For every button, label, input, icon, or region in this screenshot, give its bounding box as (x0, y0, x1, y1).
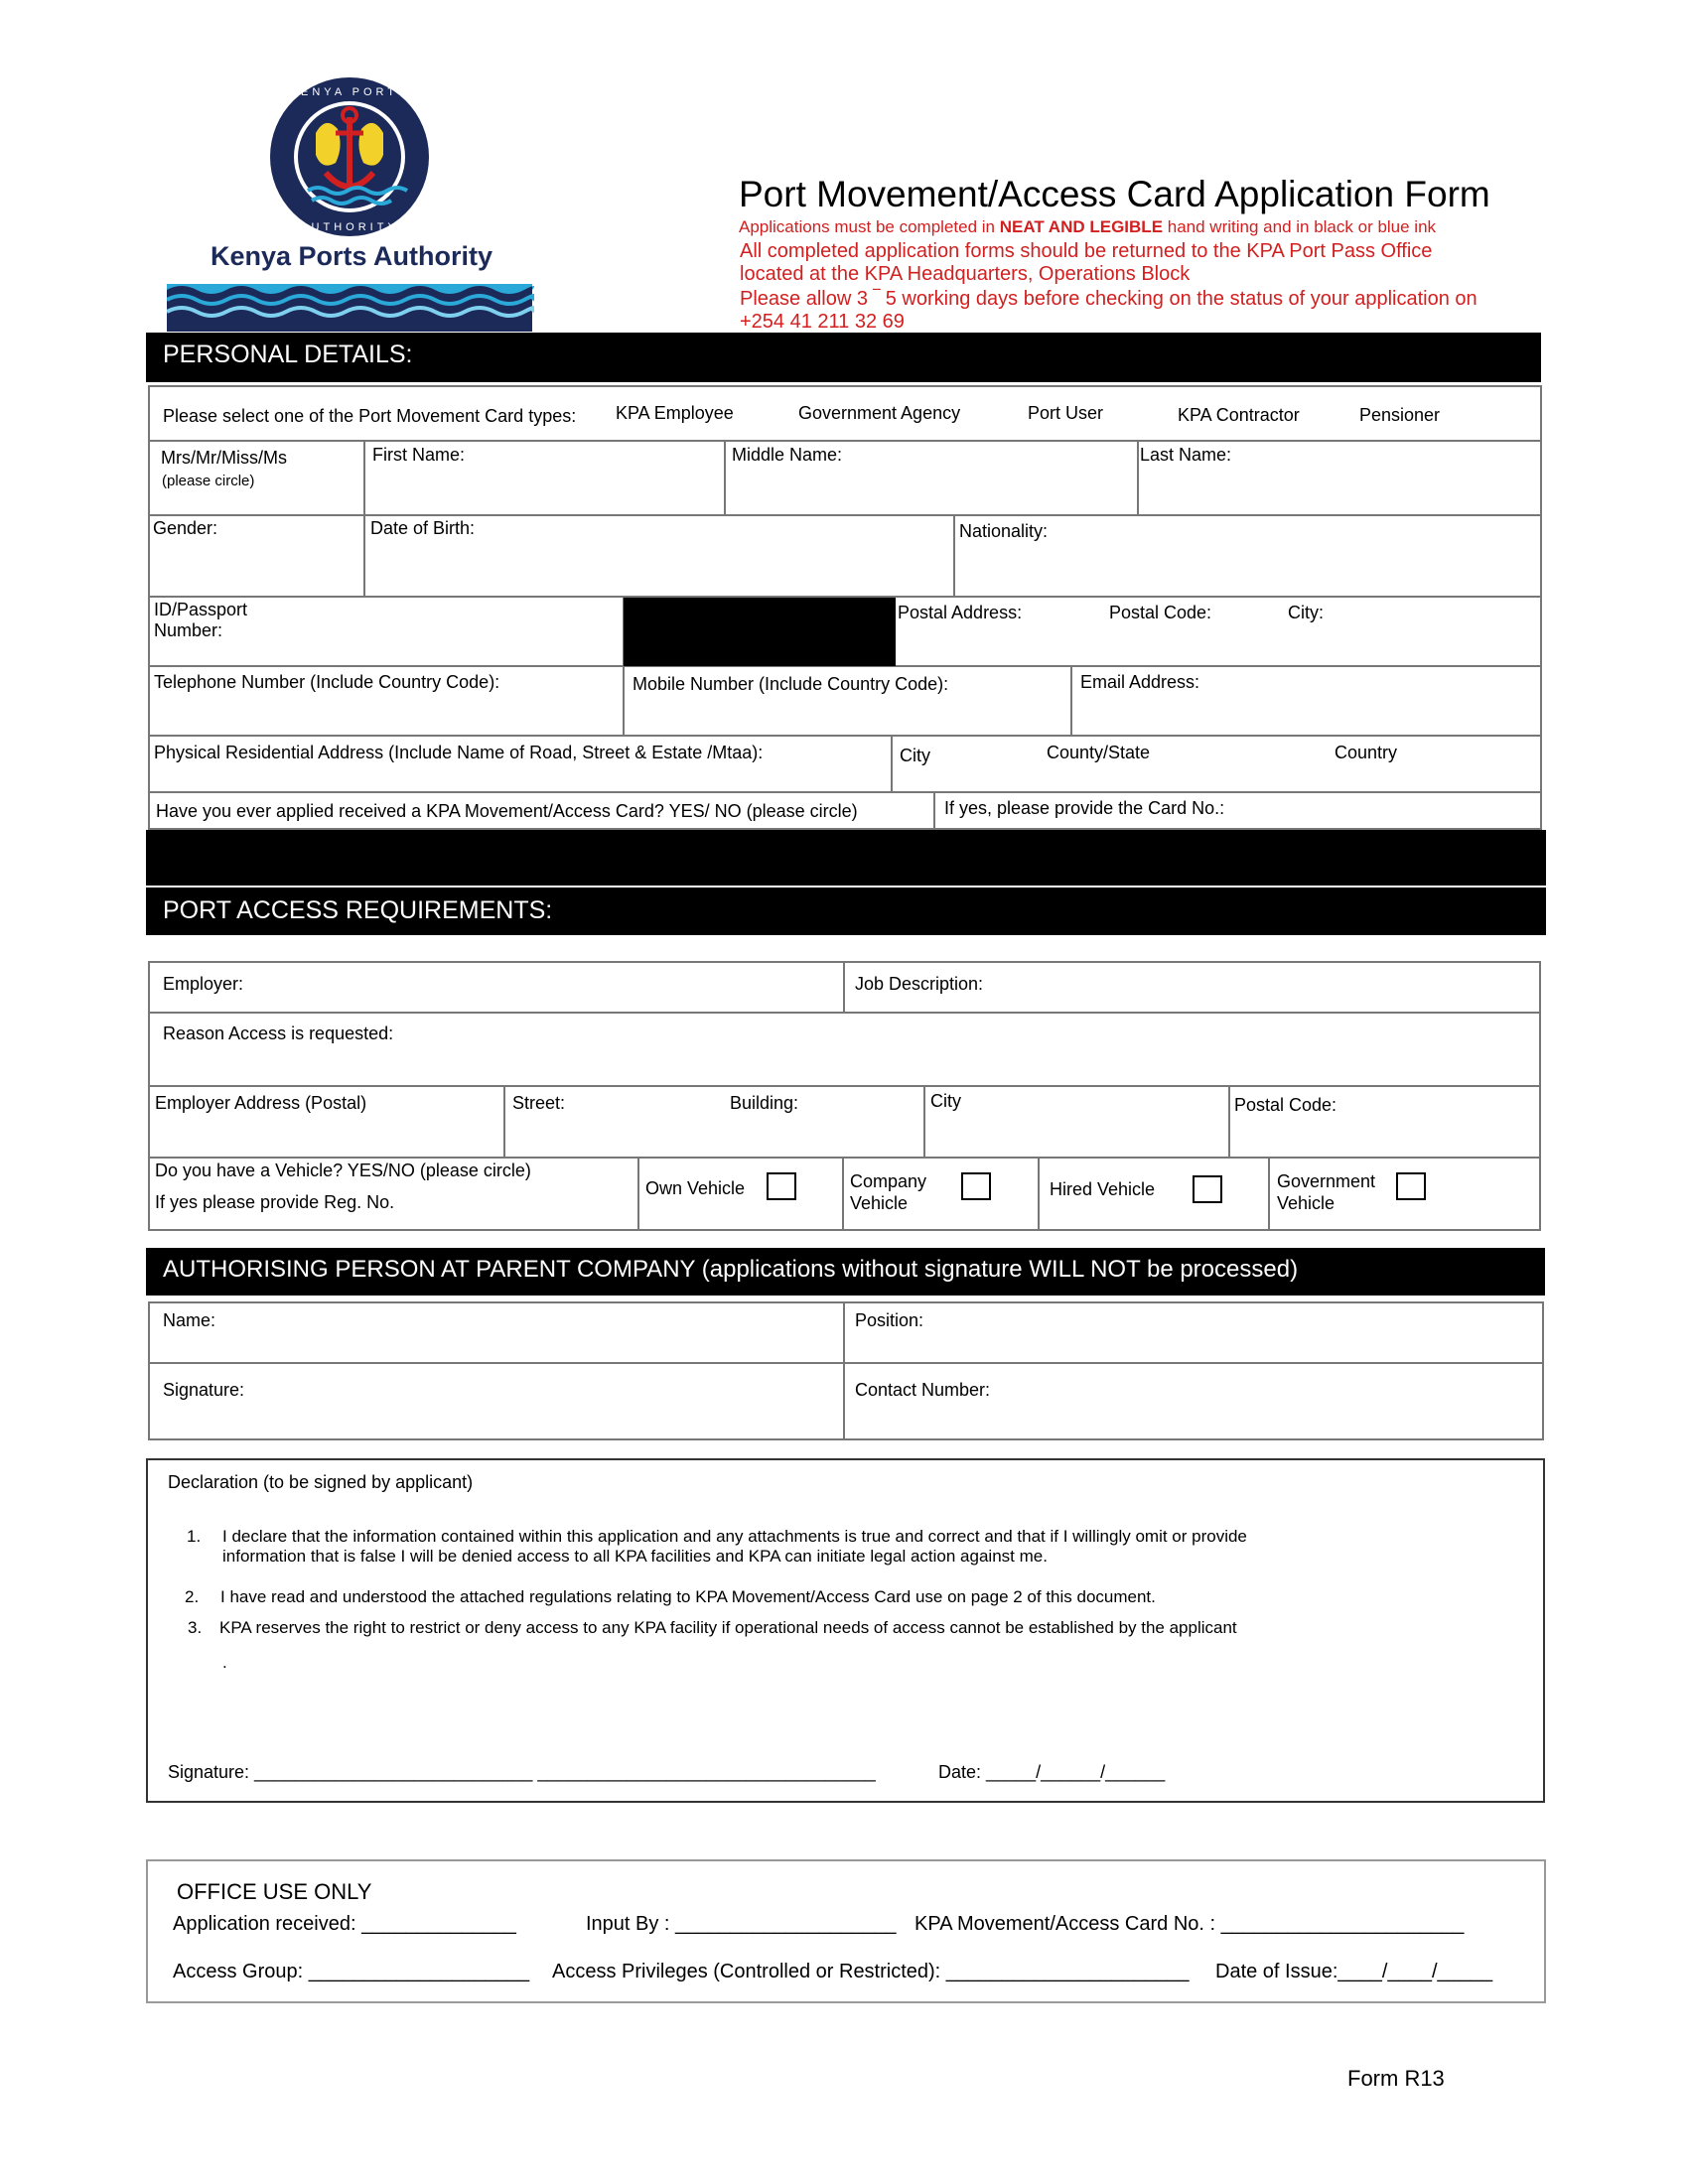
id-passport-label-1[interactable]: ID/Passport (154, 600, 248, 619)
employer-field[interactable]: Employer: (163, 974, 244, 994)
application-received-line[interactable]: Application received: ______________ (173, 1913, 516, 1935)
country-field[interactable]: Country (1335, 743, 1398, 762)
employer-postal-code-field[interactable]: Postal Code: (1234, 1095, 1337, 1115)
instruction-return: All completed application forms should be returned to the KPA Port Pass Office (740, 240, 1433, 262)
port-access-heading: PORT ACCESS REQUIREMENTS: (163, 896, 553, 924)
postal-address-field[interactable]: Postal Address: (898, 603, 1023, 622)
declaration-item-2-num: 2. (185, 1587, 200, 1606)
own-vehicle-checkbox[interactable] (767, 1172, 796, 1200)
date-of-birth-field[interactable]: Date of Birth: (370, 518, 476, 538)
last-name-field[interactable]: Last Name: (1140, 445, 1232, 465)
authoriser-contact-field[interactable]: Contact Number: (855, 1380, 991, 1400)
declaration-dot: . (222, 1653, 227, 1672)
authorising-heading: AUTHORISING PERSON AT PARENT COMPANY (applications without signature WILL NOT be processed) (163, 1256, 1299, 1283)
employer-city-field[interactable]: City (930, 1091, 961, 1111)
declaration-item-3-line1: KPA reserves the right to restrict or deny access to any KPA facility if operational needs of access cannot be established by the applicant (219, 1618, 1237, 1637)
middle-name-field[interactable]: Middle Name: (732, 445, 843, 465)
form-number: Form R13 (1347, 2066, 1445, 2091)
declaration-heading: Declaration (to be signed by applicant) (168, 1472, 474, 1492)
svg-text:AUTHORITY: AUTHORITY (300, 221, 399, 233)
county-state-field[interactable]: County/State (1047, 743, 1151, 762)
org-name: Kenya Ports Authority (211, 241, 493, 271)
vehicle-reg-field[interactable]: If yes please provide Reg. No. (155, 1192, 395, 1212)
card-type-kpa-employee[interactable]: KPA Employee (616, 403, 734, 423)
government-vehicle-checkbox[interactable] (1396, 1172, 1426, 1200)
instruction-legible (739, 217, 1436, 237)
city-field[interactable]: City: (1288, 603, 1324, 622)
vehicle-question[interactable]: Do you have a Vehicle? YES/NO (please circle) (155, 1160, 531, 1180)
id-passport-label-2: Number: (154, 620, 223, 640)
salutation-hint: (please circle) (162, 473, 255, 489)
svg-text:KENYA PORTS: KENYA PORTS (289, 86, 410, 98)
declaration-item-1-num: 1. (187, 1527, 202, 1546)
job-description-field[interactable]: Job Description: (855, 974, 984, 994)
redacted-block (624, 598, 896, 666)
applicant-signature-line[interactable]: Signature: ____________________________ __________________________________ (168, 1762, 876, 1782)
section-divider-bar (146, 830, 1546, 886)
instruction-location: located at the KPA Headquarters, Operations Block (740, 263, 1191, 285)
company-vehicle-label-2: Vehicle (850, 1193, 909, 1213)
company-vehicle-checkbox[interactable] (961, 1172, 991, 1200)
access-privileges-line[interactable]: Access Privileges (Controlled or Restricted): ______________________ (552, 1961, 1190, 1982)
company-vehicle-label-1: Company (850, 1171, 927, 1191)
authoriser-position-field[interactable]: Position: (855, 1310, 924, 1330)
applied-before-question[interactable]: Have you ever applied received a KPA Movement/Access Card? YES/ NO (please circle) (156, 801, 858, 821)
kpa-logo (167, 73, 534, 332)
instruction-allow: Please allow 3 ‾ 5 working days before checking on the status of your application on (740, 288, 1477, 310)
salutation-label[interactable]: Mrs/Mr/Miss/Ms (161, 448, 287, 468)
authoriser-name-field[interactable]: Name: (163, 1310, 216, 1330)
kpa-logo-emblem (167, 73, 534, 332)
form-title: Port Movement/Access Card Application Form (739, 174, 1490, 214)
declaration-item-3-num: 3. (188, 1618, 203, 1637)
declaration-item-2-line1: I have read and understood the attached regulations relating to KPA Movement/Access Card use on page 2 of this document. (220, 1587, 1156, 1606)
applicant-date-line[interactable]: Date: _____/______/______ (938, 1762, 1166, 1782)
card-type-pensioner[interactable]: Pensioner (1359, 405, 1441, 425)
nationality-field[interactable]: Nationality: (959, 521, 1049, 541)
physical-city-field[interactable]: City (900, 746, 930, 765)
first-name-field[interactable]: First Name: (372, 445, 466, 465)
street-field[interactable]: Street: (512, 1093, 566, 1113)
instruction-legible-post: hand writing and in black or blue ink (1163, 217, 1437, 236)
access-reason-field[interactable]: Reason Access is requested: (163, 1024, 394, 1043)
declaration-item-1-line1: I declare that the information contained within this application and any attachments is true and correct and that if I willingly omit or provide (222, 1527, 1247, 1546)
hired-vehicle-checkbox[interactable] (1193, 1175, 1222, 1203)
office-use-heading: OFFICE USE ONLY (177, 1879, 372, 1904)
physical-address-field[interactable]: Physical Residential Address (Include Name of Road, Street & Estate /Mtaa): (154, 743, 764, 762)
mobile-field[interactable]: Mobile Number (Include Country Code): (633, 674, 949, 694)
card-types-label: Please select one of the Port Movement Card types: (163, 406, 577, 426)
instruction-phone: +254 41 211 32 69 (740, 311, 905, 333)
card-type-kpa-contractor[interactable]: KPA Contractor (1178, 405, 1300, 425)
gender-field[interactable]: Gender: (153, 518, 218, 538)
access-group-line[interactable]: Access Group: ____________________ (173, 1961, 530, 1982)
date-of-issue-line[interactable]: Date of Issue:____/____/_____ (1215, 1961, 1493, 1982)
declaration-item-1-line2: information that is false I will be denied access to all KPA facilities and KPA can initiate legal action against me. (222, 1547, 1048, 1566)
authoriser-signature-field[interactable]: Signature: (163, 1380, 245, 1400)
building-field[interactable]: Building: (730, 1093, 799, 1113)
telephone-field[interactable]: Telephone Number (Include Country Code): (154, 672, 500, 692)
government-vehicle-label-2: Vehicle (1277, 1193, 1336, 1213)
input-by-line[interactable]: Input By : ____________________ (586, 1913, 897, 1935)
postal-code-field[interactable]: Postal Code: (1109, 603, 1212, 622)
card-type-port-user[interactable]: Port User (1028, 403, 1104, 423)
personal-details-heading: PERSONAL DETAILS: (163, 341, 413, 368)
previous-card-no-field[interactable]: If yes, please provide the Card No.: (944, 798, 1225, 818)
hired-vehicle-label: Hired Vehicle (1050, 1179, 1156, 1199)
email-field[interactable]: Email Address: (1080, 672, 1200, 692)
authorising-table (148, 1301, 1544, 1440)
government-vehicle-label-1: Government (1277, 1171, 1376, 1191)
employer-address-field[interactable]: Employer Address (Postal) (155, 1093, 367, 1113)
instruction-legible-pre: Applications must be completed in (739, 217, 1000, 236)
instruction-legible-bold: NEAT AND LEGIBLE (999, 217, 1164, 236)
office-card-no-line[interactable]: KPA Movement/Access Card No. : ______________________ (914, 1913, 1465, 1935)
own-vehicle-label: Own Vehicle (645, 1178, 746, 1198)
card-type-government-agency[interactable]: Government Agency (798, 403, 961, 423)
